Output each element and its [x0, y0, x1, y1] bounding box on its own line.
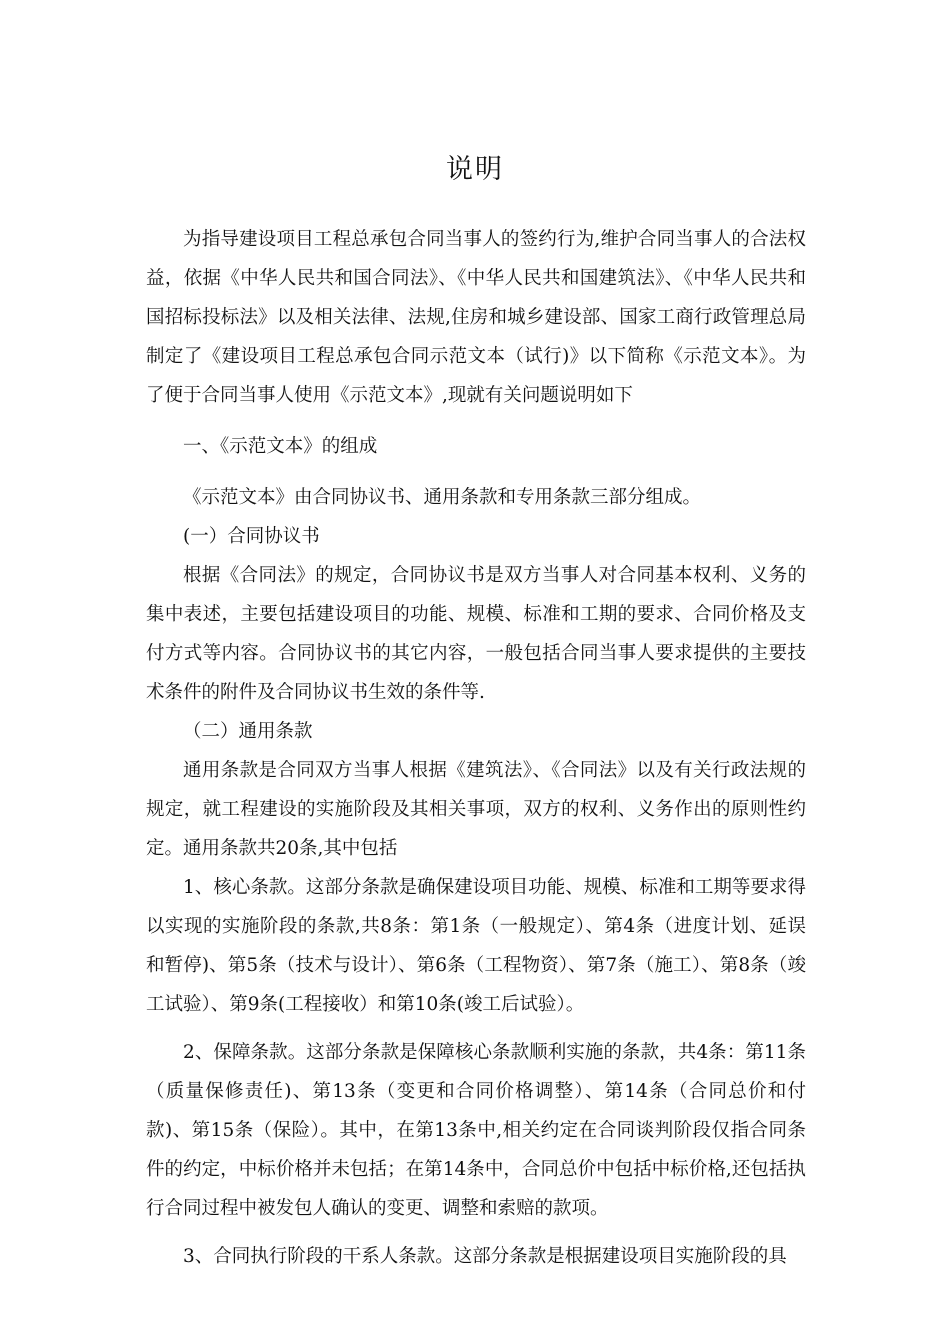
subheading-agreement: (一）合同协议书 [183, 526, 320, 547]
page-title: 说明 [446, 154, 504, 185]
subheading-general-terms: （二）通用条款 [183, 721, 313, 742]
guarantee-terms-paragraph: 2、保障条款。这部分条款是保障核心条款顺利实施的条款，共4条：第11条（质量保修责任)、第13条（变更和合同价格调整）、第14条（合同总价和付款)、第15条（保险）。其中，在第13条中,相关约定在合同谈判阶段仅指合同条件的约定，中标价格并未包括；在第14条中，合同总价中包括中标价格,还包括执行合同过程中被发包人确认的变更、调整和索赔的款项。 [146, 1042, 806, 1219]
agreement-paragraph: 根据《合同法》的规定，合同协议书是双方当事人对合同基本权利、义务的集中表述，主要包括建设项目的功能、规模、标准和工期的要求、合同价格及支付方式等内容。合同协议书的其它内容，一般包括合同当事人要求提供的主要技术条件的附件及合同协议书生效的条件等. [146, 565, 806, 703]
intro-paragraph: 为指导建设项目工程总承包合同当事人的签约行为,维护合同当事人的合法权益，依据《中华人民共和国合同法》、《中华人民共和国建筑法》、《中华人民共和国招标投标法》以及相关法律、法规,住房和城乡建设部、国家工商行政管理总局制定了《建设项目工程总承包合同示范文本（试行)》以下简称《示范文本》。为了便于合同当事人使用《示范文本》,现就有关问题说明如下 [146, 229, 806, 406]
general-terms-paragraph: 通用条款是合同双方当事人根据《建筑法》、《合同法》以及有关行政法规的规定，就工程建设的实施阶段及其相关事项，双方的权利、义务作出的原则性约定。通用条款共20条,其中包括 [146, 760, 806, 859]
composition-paragraph: 《示范文本》由合同协议书、通用条款和专用条款三部分组成。 [183, 487, 702, 508]
core-terms-paragraph: 1、核心条款。这部分条款是确保建设项目功能、规模、标准和工期等要求得以实现的实施阶段的条款,共8条：第1条（一般规定）、第4条（进度计划、延误和暂停)、第5条（技术与设计）、第6条（工程物资）、第7条（施工）、第8条（竣工试验）、第9条(工程接收）和第10条(竣工后试验）。 [146, 877, 806, 1015]
document-body [146, 220, 806, 1276]
stakeholder-terms-paragraph: 3、合同执行阶段的干系人条款。这部分条款是根据建设项目实施阶段的具 [183, 1246, 787, 1267]
section-heading-composition: 一、《示范文本》的组成 [183, 436, 378, 457]
